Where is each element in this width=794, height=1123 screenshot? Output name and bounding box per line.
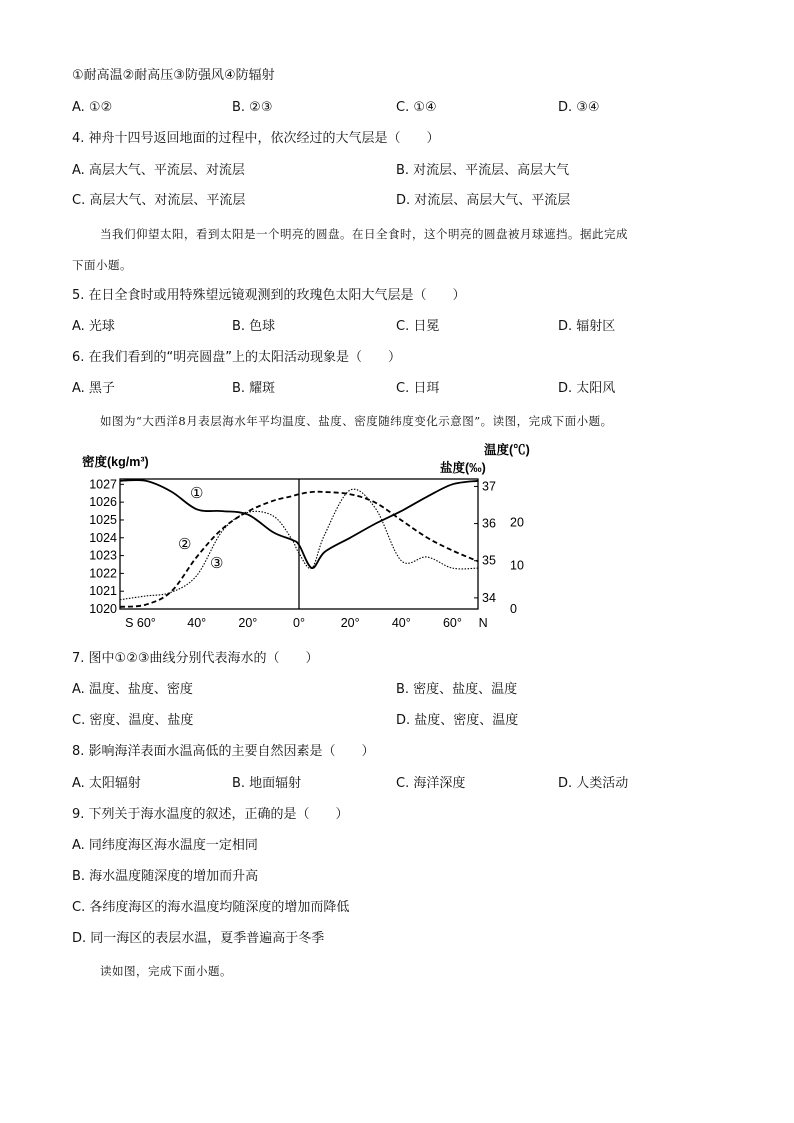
- density-tick-label: 1024: [89, 530, 117, 545]
- q4-choice-a[interactable]: A. 高层大气、平流层、对流层: [72, 163, 245, 178]
- curve-label-1: ①: [190, 485, 204, 502]
- q5-choice-c[interactable]: C. 日冕: [396, 319, 440, 334]
- chart-ticks: [89, 477, 524, 630]
- q6-choice-c[interactable]: C. 日珥: [396, 381, 440, 396]
- q3-choice-c[interactable]: C. ①④: [396, 100, 437, 115]
- latitude-tick-label: 0°: [293, 616, 305, 630]
- density-tick-label: 1023: [89, 548, 117, 563]
- q4-choice-c[interactable]: C. 高层大气、对流层、平流层: [72, 193, 246, 208]
- q8-choice-d[interactable]: D. 人类活动: [558, 776, 629, 791]
- q8-choice-a[interactable]: A. 太阳辐射: [72, 776, 141, 791]
- q6-choice-b[interactable]: B. 耀斑: [232, 381, 276, 396]
- salinity-tick-label: 37: [482, 479, 496, 494]
- q4-choice-b[interactable]: B. 对流层、平流层、高层大气: [396, 163, 570, 178]
- latitude-tick-label: 60°: [442, 616, 462, 630]
- q7-choice-d[interactable]: D. 盐度、密度、温度: [396, 713, 519, 728]
- q9-choice-a[interactable]: A. 同纬度海区海水温度一定相同: [72, 838, 258, 853]
- intro-paragraph-sun-cont: 下面小题。: [72, 258, 132, 272]
- density-tick-label: 1027: [89, 477, 117, 492]
- salinity-tick-label: 36: [482, 516, 496, 531]
- q5-choice-a[interactable]: A. 光球: [72, 319, 115, 334]
- density-tick-label: 1025: [89, 512, 117, 527]
- temperature-tick-label: 10: [510, 558, 524, 573]
- density-tick-label: 1022: [89, 566, 117, 581]
- density-tick-label: 1021: [89, 584, 117, 599]
- intro-paragraph-sun: 当我们仰望太阳，看到太阳是一个明亮的圆盘。在日全食时，这个明亮的圆盘被月球遮挡。据此完成: [100, 227, 628, 241]
- chart-labels: [82, 442, 530, 572]
- question-6: 6. 在我们看到的“明亮圆盘”上的太阳活动现象是（ ）: [72, 350, 402, 365]
- salinity-tick-label: 35: [482, 553, 496, 568]
- question-9: 9. 下列关于海水温度的叙述，正确的是（ ）: [72, 807, 349, 822]
- salinity-tick-label: 34: [482, 590, 496, 605]
- curve-label-3: ③: [210, 555, 224, 572]
- q5-choice-d[interactable]: D. 辐射区: [558, 319, 616, 334]
- latitude-tick-label: 40°: [187, 616, 207, 630]
- question-5: 5. 在日全食时或用特殊望远镜观测到的玫瑰色太阳大气层是（ ）: [72, 288, 466, 303]
- q6-choice-d[interactable]: D. 太阳风: [558, 381, 616, 396]
- q9-choice-d[interactable]: D. 同一海区的表层水温，夏季普遍高于冬季: [72, 931, 325, 946]
- intro-paragraph-next: 读如图，完成下面小题。: [100, 964, 232, 978]
- latitude-tick-label: 40°: [391, 616, 411, 630]
- q3-choice-a[interactable]: A. ①②: [72, 100, 113, 115]
- q6-choice-a[interactable]: A. 黑子: [72, 381, 115, 396]
- question-7: 7. 图中①②③曲线分别代表海水的（ ）: [72, 651, 319, 666]
- q3-choice-b[interactable]: B. ②③: [232, 100, 273, 115]
- curve-label-2: ②: [178, 536, 192, 553]
- q5-choice-b[interactable]: B. 色球: [232, 319, 276, 334]
- q3-choice-d[interactable]: D. ③④: [558, 100, 600, 115]
- latitude-tick-label: 20°: [238, 616, 258, 630]
- q7-choice-a[interactable]: A. 温度、盐度、密度: [72, 682, 193, 697]
- q7-choice-c[interactable]: C. 密度、温度、盐度: [72, 713, 194, 728]
- density-tick-label: 1026: [89, 495, 117, 510]
- ocean-chart: [78, 432, 548, 637]
- latitude-tick-label: 20°: [340, 616, 360, 630]
- q9-choice-b[interactable]: B. 海水温度随深度的增加而升高: [72, 869, 259, 884]
- temperature-axis-title: 温度(℃): [484, 443, 530, 457]
- density-axis-title: 密度(kg/m³): [82, 455, 149, 469]
- temperature-tick-label: 20: [510, 515, 524, 530]
- q3-option-list: ①耐高温②耐高压③防强风④防辐射: [72, 68, 275, 83]
- latitude-tick-label: N: [478, 616, 488, 630]
- q8-choice-b[interactable]: B. 地面辐射: [232, 776, 302, 791]
- salinity-axis-title: 盐度(‰): [440, 461, 486, 475]
- q4-choice-d[interactable]: D. 对流层、高层大气、平流层: [396, 193, 571, 208]
- q9-choice-c[interactable]: C. 各纬度海区的海水温度均随深度的增加而降低: [72, 900, 350, 915]
- q8-choice-c[interactable]: C. 海洋深度: [396, 776, 466, 791]
- question-4: 4. 神舟十四号返回地面的过程中，依次经过的大气层是（ ）: [72, 131, 440, 146]
- question-8: 8. 影响海洋表面水温高低的主要自然因素是（ ）: [72, 744, 375, 759]
- latitude-tick-label: S 60°: [125, 616, 156, 630]
- density-tick-label: 1020: [89, 602, 117, 616]
- temperature-tick-label: 0: [510, 602, 517, 616]
- q7-choice-b[interactable]: B. 密度、盐度、温度: [396, 682, 518, 697]
- intro-paragraph-chart: 如图为“大西洋8月表层海水年平均温度、盐度、密度随纬度变化示意图”。读图，完成下面小题。: [100, 414, 613, 428]
